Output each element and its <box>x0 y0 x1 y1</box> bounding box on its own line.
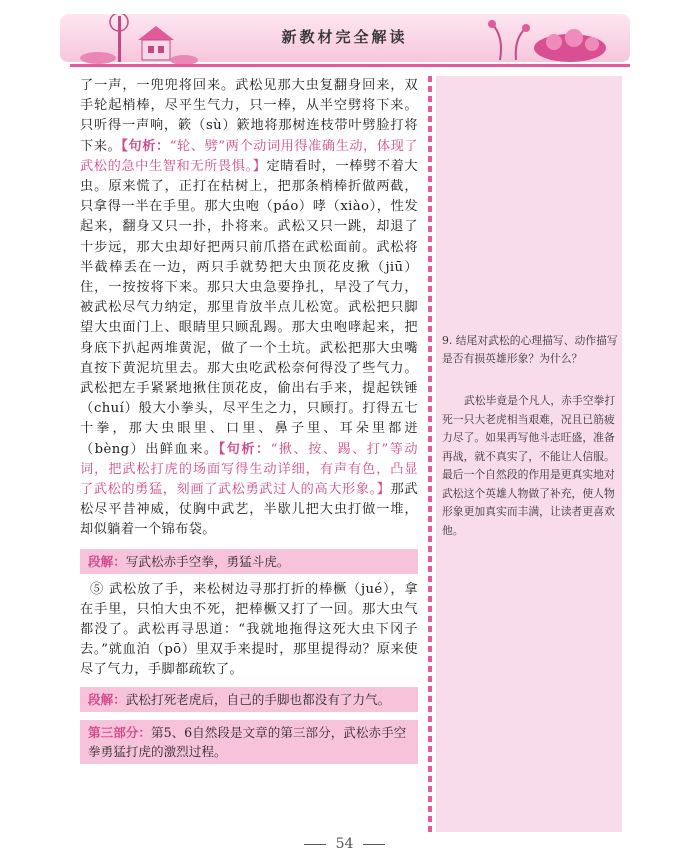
part-summary-text: 第5、6自然段是文章的第三部分，武松赤手空拳勇猛打虎的激烈过程。 <box>88 724 407 759</box>
paragraph-4-continued <box>80 76 418 541</box>
header-rule <box>70 64 630 67</box>
part-label: 第三部分： <box>88 724 151 740</box>
paragraph-5: ⑤ 武松放了手，来松树边寻那打折的棒橛（jué），拿在手里，只怕大虫不死，把棒橛又打了一回。那大虫气都没了。武松再寻思道：“我就地拖得这死大虫下冈子去。”就血泊（pō）里双手来提时，那里提得动？原来使尽了气力，手脚都疏软了。 <box>80 581 418 678</box>
summary-text: 写武松赤手空拳，勇猛斗虎。 <box>125 553 290 569</box>
paragraph-text: 那武松尽平昔神威，仗胸中武艺，半歇儿把大虫打做一堆，却似躺着一个锦布袋。 <box>80 482 418 538</box>
page-number-dash <box>304 844 326 845</box>
page-number <box>0 836 689 852</box>
sentence-analysis-label: 【句析： <box>121 138 170 154</box>
page-header <box>0 0 689 72</box>
summary-label: 段解： <box>88 691 126 707</box>
sentence-analysis-label: 【句析： <box>218 441 271 457</box>
part-summary-box <box>80 720 418 764</box>
summary-label: 段解： <box>88 553 126 569</box>
column-divider <box>428 76 432 832</box>
summary-text: 武松打死老虎后，自己的手脚也都没有了力气。 <box>125 691 391 707</box>
paragraph-text: 了一声，一兜兜将回来。武松见那大虫复翻身回来，双手轮起梢棒，尽平生气力，只一棒，从半空劈将下来。只听得一声响，簌（sù）簌地将那树连枝带叶劈脸打将下来。 <box>80 78 418 154</box>
paragraph-summary-box <box>80 549 418 574</box>
sentence-analysis: “轮、劈”两个动词用得准确生动，体现了武松的急中生智和无所畏惧。】 <box>80 138 419 174</box>
sentence-analysis: “揪、按、踢、打”等动词，把武松打虎的场面写得生动详细，有声有色，凸显了武松的勇猛，刻画了武松勇武过人的高大形象。】 <box>80 441 418 498</box>
page-number-dash <box>363 844 385 845</box>
side-notes-column <box>436 76 622 832</box>
paragraph-summary-box <box>80 687 418 712</box>
side-question: 9. 结尾对武松的心理描写、动作描写是否有损英雄形象？为什么？ <box>442 334 618 365</box>
main-column <box>80 76 418 764</box>
side-answer: 武松毕竟是个凡人，赤手空拳打死一只大老虎相当艰难，况且已筋疲力尽了。如果再写他斗志旺盛，准备再战，就不真实了，不能让人信服。最后一个自然段的作用是更真实地对武松这个英雄人物做了补充，使人物形象更加真实而丰满，让读者更喜欢他。 <box>442 394 616 537</box>
paragraph-text: 定睛看时，一棒劈不着大虫。原来慌了，正打在枯树上，把那条梢棒折做两截，只拿得一半在手里。那大虫咆（páo）哮（xiào），性发起来，翻身又只一扑，扑将来。武松又只一跳，却退了十步远，那大虫却好把两只前爪搭在武松面前。武松将半截棒丢在一边，两只手就势把大虫顶花皮揪（jiū）住，一按按将下来。那只大虫急要挣扎，早没了气力，被武松尽气力纳定，那里肯放半点儿松宽。武松把只脚望大虫面门上、眼睛里只顾乱踢。那大虫咆哮起来，把身底下扒起两堆黄泥，做了一个土坑。武松把那大虫嘴直按下黄泥坑里去。那大虫吃武松奈何得没了些气力。武松把左手紧紧地揪住顶花皮，偷出右手来，提起铁锤（chuí）般大小拳头，尽平生之力，只顾打。打得五七十拳，那大虫眼里、口里、鼻子里、耳朵里都迸（bèng）出鲜血来。 <box>80 158 419 457</box>
page-number-text: 54 <box>335 836 354 852</box>
book-title: 新教材完全解读 <box>281 28 408 46</box>
